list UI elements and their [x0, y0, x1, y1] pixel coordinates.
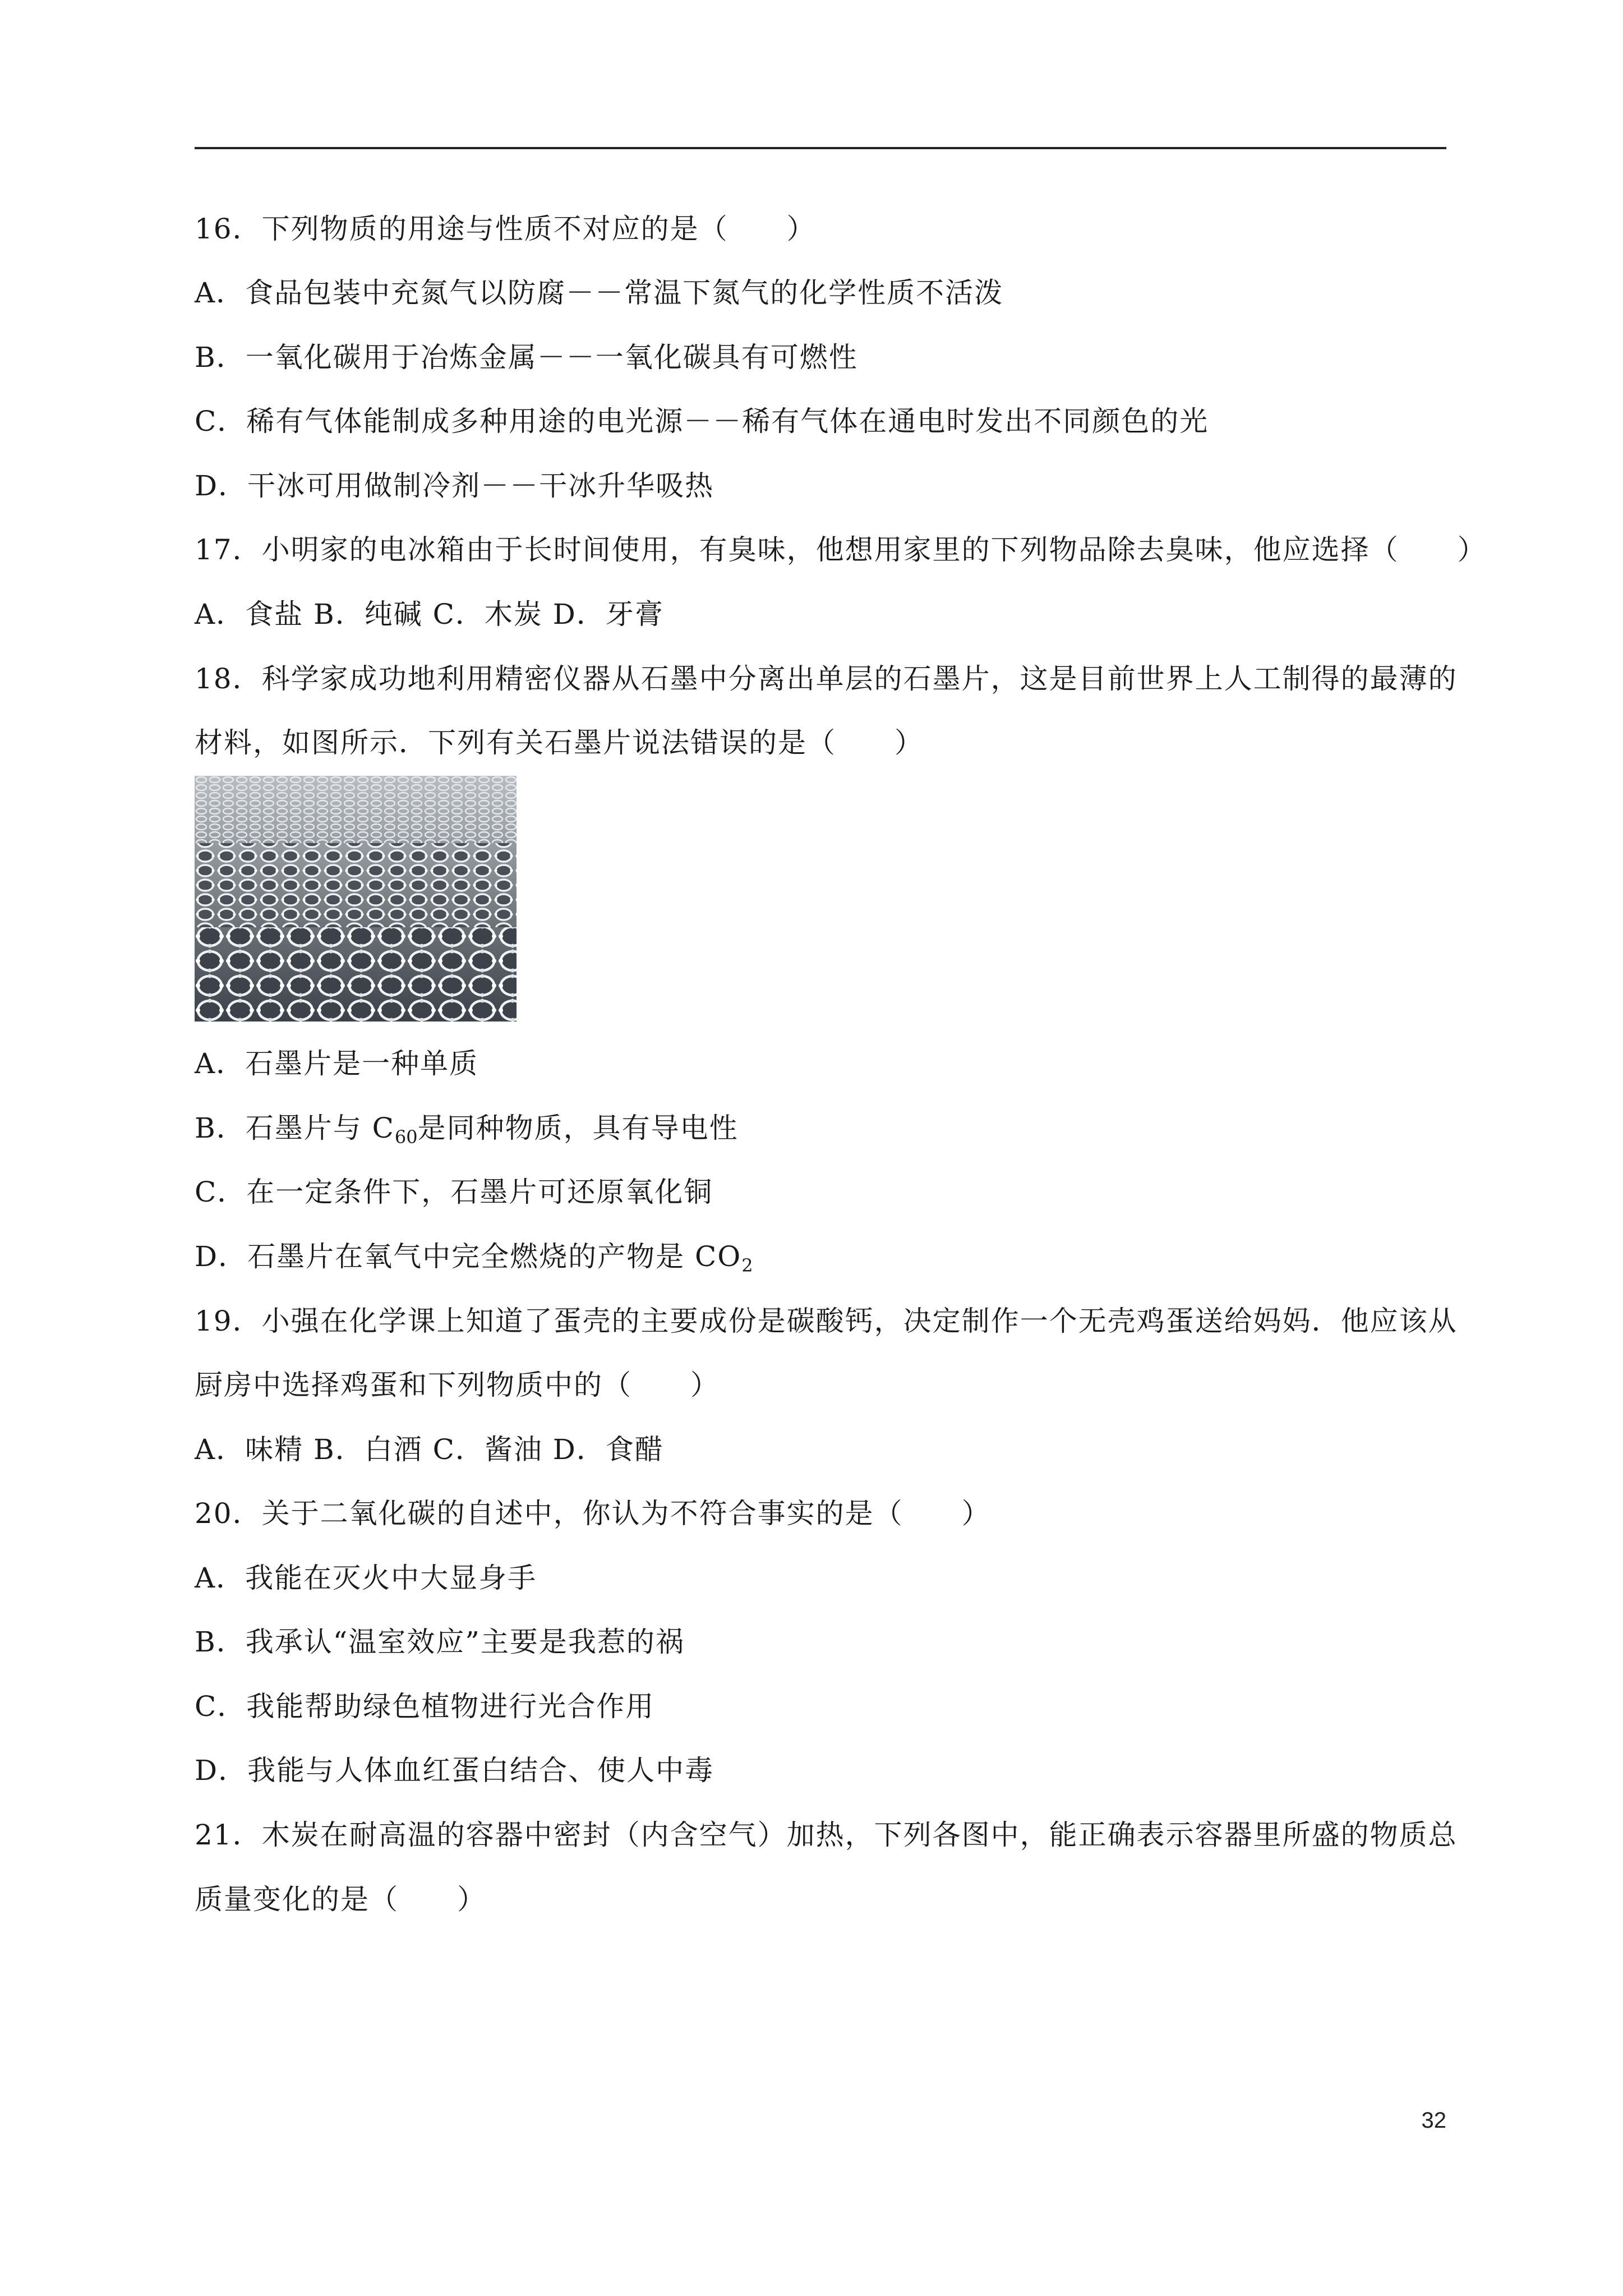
question-20-option-a: A．我能在灭火中大显身手 [195, 1562, 537, 1594]
question-17-stem: 17．小明家的电冰箱由于长时间使用，有臭味，他想用家里的下列物品除去臭味，他应选择（ ） [195, 533, 1487, 566]
question-20-option-c: C．我能帮助绿色植物进行光合作用 [195, 1690, 655, 1723]
question-16-option-c: C．稀有气体能制成多种用途的电光源－－稀有气体在通电时发出不同颜色的光 [195, 405, 1209, 438]
question-16-option-a: A．食品包装中充氮气以防腐－－常温下氮气的化学性质不活泼 [195, 277, 1004, 309]
co2-subscript: 2 [741, 1255, 753, 1276]
question-21-stem-line2: 质量变化的是（ ） [195, 1883, 486, 1916]
question-17-options: A．食盐 B．纯碱 C．木炭 D．牙膏 [195, 598, 664, 631]
question-18-option-a: A．石墨片是一种单质 [195, 1047, 479, 1080]
question-20-stem: 20．关于二氧化碳的自述中，你认为不符合事实的是（ ） [195, 1497, 991, 1530]
page-number: 32 [1421, 2108, 1446, 2133]
graphene-image [195, 776, 517, 1022]
header-rule [195, 147, 1446, 149]
question-20-option-d: D．我能与人体血红蛋白结合、使人中毒 [195, 1754, 714, 1787]
question-18-stem-line2: 材料，如图所示．下列有关石墨片说法错误的是（ ） [195, 726, 924, 759]
question-16-stem: 16．下列物质的用途与性质不对应的是（ ） [195, 213, 816, 245]
question-16-option-b: B．一氧化碳用于冶炼金属－－一氧化碳具有可燃性 [195, 341, 858, 374]
question-19-stem-line1: 19．小强在化学课上知道了蛋壳的主要成份是碳酸钙，决定制作一个无壳鸡蛋送给妈妈．他应该从 [195, 1305, 1458, 1337]
question-21-stem-line1: 21．木炭在耐高温的容器中密封（内含空气）加热，下列各图中，能正确表示容器里所盛的物质总 [195, 1819, 1458, 1851]
question-18-option-b: B．石墨片与 $C_{60}$是同种物质，具有导电性 [195, 1112, 739, 1148]
question-20-option-b: B．我承认“温室效应”主要是我惹的祸 [195, 1626, 685, 1658]
c60-subscript: 60 [394, 1126, 418, 1148]
question-16-option-d: D．干冰可用做制冷剂－－干冰升华吸热 [195, 470, 714, 502]
question-19-stem-line2: 厨房中选择鸡蛋和下列物质中的（ ） [195, 1369, 720, 1401]
question-19-options: A．味精 B．白酒 C．酱油 D．食醋 [195, 1433, 664, 1466]
question-18-option-c: C．在一定条件下，石墨片可还原氧化铜 [195, 1176, 713, 1208]
question-18-option-d: D．石墨片在氧气中完全燃烧的产物是 $CO_2$ [195, 1240, 753, 1276]
question-18-stem-line1: 18．科学家成功地利用精密仪器从石墨中分离出单层的石墨片，这是目前世界上人工制得的最薄的 [195, 662, 1458, 695]
